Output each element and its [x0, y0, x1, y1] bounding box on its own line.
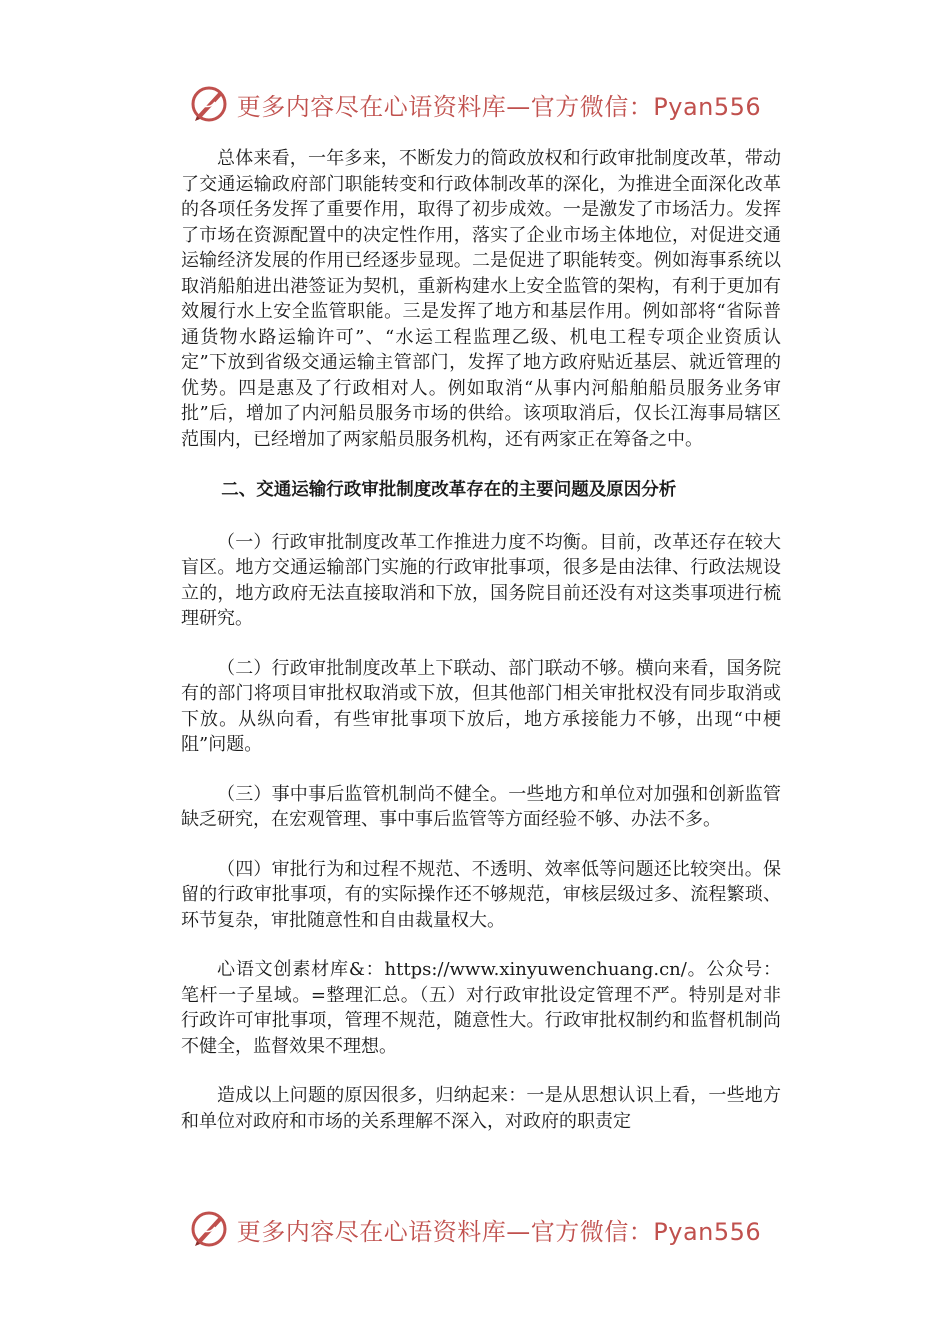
- pen-logo-icon: [189, 1209, 229, 1249]
- paragraph-summary: 总体来看，一年多来，不断发力的简政放权和行政审批制度改革，带动了交通运输政府部门职能转变和行政体制改革的深化，为推进全面深化改革的各项任务发挥了重要作用，取得了初步成效。一是激发了市场活力。发挥了市场在资源配置中的决定性作用，落实了企业市场主体地位，对促进交通运输经济发展的作用已经逐步显现。二是促进了职能转变。例如海事系统以取消船舶进出港签证为契机，重新构建水上安全监管的架构，有利于更加有效履行水上安全监管职能。三是发挥了地方和基层作用。例如部将“省际普通货物水路运输许可”、“水运工程监理乙级、机电工程专项企业资质认定”下放到省级交通运输主管部门，发挥了地方政府贴近基层、就近管理的优势。四是惠及了行政相对人。例如取消“从事内河船舶船员服务业务审批”后，增加了内河船员服务市场的供给。该项取消后，仅长江海事局辖区范围内，已经增加了两家船员服务机构，还有两家正在筹备之中。: [181, 148, 781, 450]
- footer-banner: [0, 1203, 950, 1255]
- header-banner-text: 更多内容尽在心语资料库—官方微信：Pyan556: [236, 92, 762, 121]
- footer-banner-text: 更多内容尽在心语资料库—官方微信：Pyan556: [236, 1217, 762, 1246]
- paragraph-issue-5: 心语文创素材库&：https://www.xinyuwenchuang.cn/。公众号：笔杆一子星域。=整理汇总。（五）对行政审批设定管理不严。特别是对非行政许可审批事项，管理不规范，随意性大。行政审批权制约和监督机制尚不健全，监督效果不理想。: [181, 959, 781, 1057]
- header-banner: [0, 78, 950, 130]
- document-body: [181, 146, 781, 1134]
- paragraph-causes: 造成以上问题的原因很多，归纳起来：一是从思想认识上看，一些地方和单位对政府和市场的关系理解不深入，对政府的职责定: [181, 1085, 781, 1132]
- paragraph-issue-4: （四）审批行为和过程不规范、不透明、效率低等问题还比较突出。保留的行政审批事项，有的实际操作还不够规范，审核层级过多、流程繁琐、环节复杂，审批随意性和自由裁量权大。: [181, 858, 781, 931]
- pen-logo-icon: [189, 84, 229, 124]
- paragraph-issue-2: （二）行政审批制度改革上下联动、部门联动不够。横向来看，国务院有的部门将项目审批权取消或下放，但其他部门相关审批权没有同步取消或下放。从纵向看，有些审批事项下放后，地方承接能力不够，出现“中梗阻”问题。: [181, 657, 781, 755]
- paragraph-issue-3: （三）事中事后监管机制尚不健全。一些地方和单位对加强和创新监管缺乏研究，在宏观管理、事中事后监管等方面经验不够、办法不多。: [181, 783, 781, 830]
- paragraph-issue-1: （一）行政审批制度改革工作推进力度不均衡。目前，改革还存在较大盲区。地方交通运输部门实施的行政审批事项，很多是由法律、行政法规设立的，地方政府无法直接取消和下放，国务院目前还没有对这类事项进行梳理研究。: [181, 531, 781, 629]
- section-heading: 二、交通运输行政审批制度改革存在的主要问题及原因分析: [221, 480, 677, 500]
